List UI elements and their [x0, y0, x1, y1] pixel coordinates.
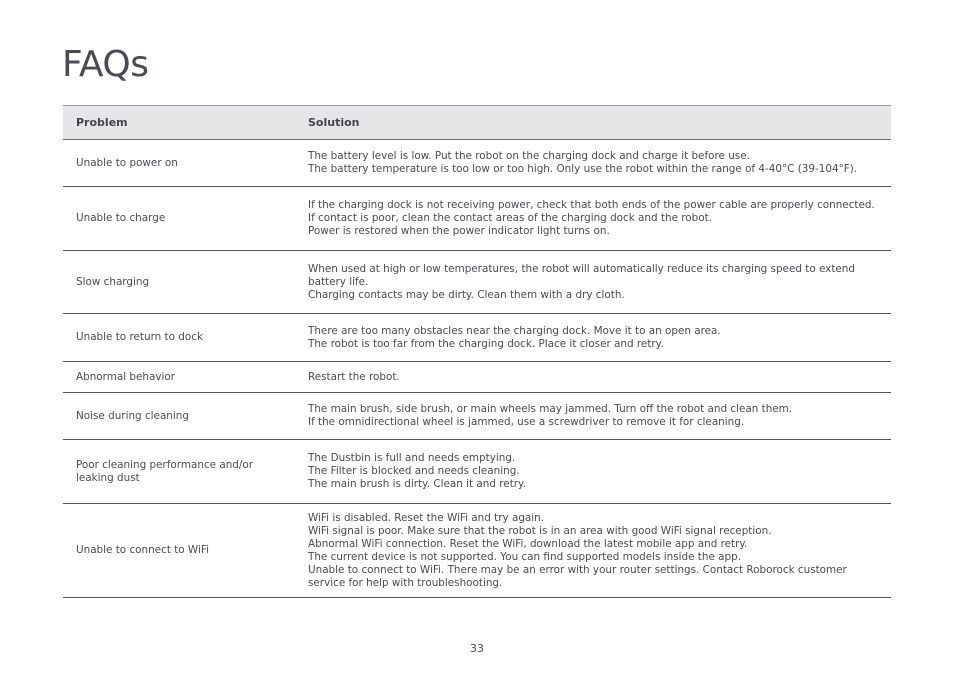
- solution-line: The Filter is blocked and needs cleaning.: [308, 465, 520, 477]
- problem-cell: Unable to power on: [63, 140, 295, 187]
- solution-line: Unable to connect to WiFi. There may be an error with your router settings. Contact Roborock customer service for help with troubleshooting.: [308, 563, 847, 589]
- solution-cell: [295, 440, 891, 504]
- problem-cell: Unable to charge: [63, 187, 295, 251]
- solution-line: If the charging dock is not receiving power, check that both ends of the power cable are properly connected.: [308, 199, 875, 211]
- solution-cell: [295, 393, 891, 440]
- solution-line: Abnormal WiFi connection. Reset the WiFi, download the latest mobile app and retry.: [308, 537, 748, 550]
- page-title: FAQs: [62, 44, 149, 85]
- table-row: [63, 314, 891, 362]
- solution-cell: [295, 314, 891, 362]
- solution-line: Power is restored when the power indicator light turns on.: [308, 225, 610, 237]
- table-header-row: [63, 106, 891, 140]
- problem-cell: Unable to connect to WiFi: [63, 504, 295, 598]
- solution-line: The battery level is low. Put the robot on the charging dock and charge it before use.: [308, 150, 750, 162]
- solution-line: WiFi is disabled. Reset the WiFi and try again.: [308, 511, 545, 524]
- solution-cell: [295, 251, 891, 314]
- solution-line: When used at high or low temperatures, the robot will automatically reduce its charging speed to extend battery life.: [308, 262, 855, 288]
- faq-table: [63, 105, 891, 598]
- table-row: [63, 440, 891, 504]
- problem-cell: Poor cleaning performance and/or leaking dust: [63, 440, 295, 504]
- solution-cell: [295, 187, 891, 251]
- solution-cell: [295, 140, 891, 187]
- header-problem: Problem: [63, 106, 295, 140]
- problem-cell: Noise during cleaning: [63, 393, 295, 440]
- solution-line: If the omnidirectional wheel is jammed, use a screwdriver to remove it for cleaning.: [308, 416, 745, 428]
- solution-line: WiFi signal is poor. Make sure that the robot is in an area with good WiFi signal reception.: [308, 524, 772, 537]
- solution-line: The current device is not supported. You can find supported models inside the app.: [308, 550, 742, 563]
- solution-cell: [295, 362, 891, 393]
- solution-line: The main brush, side brush, or main wheels may jammed. Turn off the robot and clean them.: [308, 403, 793, 415]
- solution-line: The main brush is dirty. Clean it and retry.: [308, 478, 527, 490]
- solution-line: If contact is poor, clean the contact areas of the charging dock and the robot.: [308, 212, 712, 224]
- solution-line: Restart the robot.: [308, 370, 400, 383]
- problem-cell: Unable to return to dock: [63, 314, 295, 362]
- problem-cell: Abnormal behavior: [63, 362, 295, 393]
- table-row: [63, 140, 891, 187]
- problem-cell: Slow charging: [63, 251, 295, 314]
- page-number: 33: [470, 642, 484, 655]
- table-row: [63, 504, 891, 598]
- header-solution: Solution: [295, 106, 891, 140]
- table-row: [63, 187, 891, 251]
- table-row: [63, 251, 891, 314]
- solution-line: Charging contacts may be dirty. Clean them with a dry cloth.: [308, 288, 625, 301]
- solution-cell: [295, 504, 891, 598]
- solution-line: The robot is too far from the charging dock. Place it closer and retry.: [308, 337, 664, 350]
- solution-line: There are too many obstacles near the charging dock. Move it to an open area.: [308, 324, 721, 337]
- table-row: [63, 362, 891, 393]
- solution-line: The battery temperature is too low or too high. Only use the robot within the range of 4-40°C (39-104°F).: [308, 163, 858, 175]
- table-row: [63, 393, 891, 440]
- solution-line: The Dustbin is full and needs emptying.: [308, 452, 516, 464]
